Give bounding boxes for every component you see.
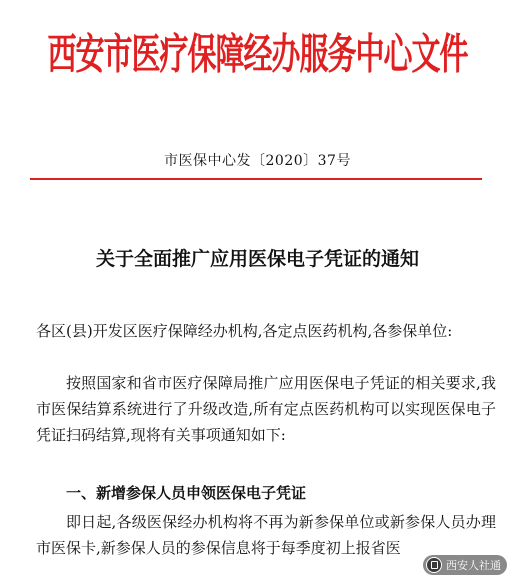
document-number: 市医保中心发〔2020〕37号	[164, 153, 351, 169]
watermark	[423, 555, 507, 575]
section-paragraph: 即日起,各级医保经办机构将不再为新参保单位或新参保人员办理市医保卡,新参保人员的参保信息将于每季度初上报省医	[36, 513, 496, 557]
intro-paragraph: 按照国家和省市医疗保障局推广应用医保电子凭证的相关要求,我市医保结算系统进行了升级改造,所有定点医药机构可以实现医保电子凭证扫码结算,现将有关事项通知如下:	[36, 374, 496, 444]
app-logo-icon	[426, 557, 442, 573]
red-divider	[30, 178, 482, 180]
document-title: 关于全面推广应用医保电子凭证的通知	[95, 248, 419, 270]
section-heading: 一、新增参保人员申领医保电子凭证	[66, 484, 307, 502]
watermark-label: 西安人社通	[446, 559, 501, 572]
document-masthead: 西安市医疗保障经办服务中心文件	[47, 29, 468, 79]
salutation: 各区(县)开发区医疗保障经办机构,各定点医药机构,各参保单位:	[36, 322, 453, 340]
